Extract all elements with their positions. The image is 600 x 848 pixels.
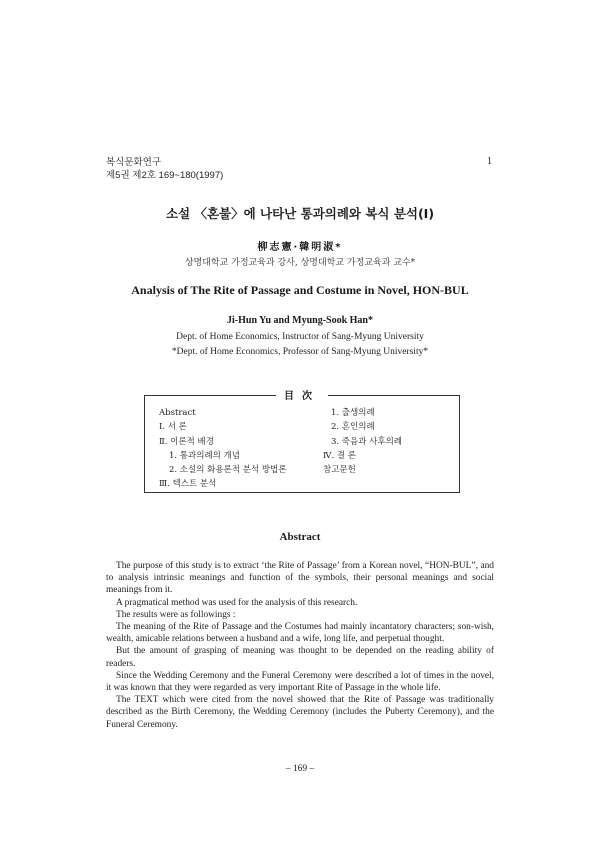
toc-left-column — [159, 406, 286, 492]
abstract-paragraph: Since the Wedding Ceremony and the Funeral Ceremony were described a lot of times in the novel, it was known that they were regarded as very important Rite of Passage in the whole life. — [106, 670, 494, 694]
abstract-paragraph: The meaning of the Rite of Passage and the Costumes had mainly incantatory characters; son-wish, wealth, amicable relations between a husband and a wife, long life, and perpetual thought. — [106, 622, 494, 645]
abstract-paragraph: The TEXT which were cited from the novel showed that the Rite of Passage was traditionally described as the Birth Ceremony, the Wedding Ceremony (includes the Puberty Ceremony), and the Funeral Ceremony. — [106, 695, 494, 730]
title-english: Analysis of The Rite of Passage and Costume in Novel, HON-BUL — [131, 283, 469, 297]
abstract-body — [106, 560, 494, 731]
toc-item: 2. 소설의 화용론적 분석 방법론 — [169, 465, 287, 476]
authors-korean: 柳志憲·韓明淑* — [257, 242, 343, 253]
affiliations-korean: 상명대학교 가정교육과 강사, 상명대학교 가정교육과 교수* — [184, 258, 416, 268]
toc-item: 참고문헌 — [323, 465, 356, 476]
authors-english: Ji-Hun Yu and Myung-Sook Han* — [227, 315, 373, 326]
toc-item: Abstract — [159, 408, 196, 418]
toc-item: 3. 죽음과 사후의례 — [331, 436, 402, 447]
journal-name: 복식문화연구 — [106, 157, 162, 168]
abstract-paragraph: But the amount of grasping of meaning was thought to be depended on the reading ability of readers. — [106, 646, 494, 669]
department-2: *Dept. of Home Economics, Professor of Sang-Myung University* — [171, 347, 429, 357]
toc-item: Ⅳ. 결 론 — [323, 450, 357, 461]
page-number-top: 1 — [487, 156, 492, 167]
table-of-contents — [144, 391, 460, 493]
abstract-paragraph: The purpose of this study is to extract ‘the Rite of Passage’ from a Korean novel, “HON-BUL”, and to analysis intrinsic meanings and function of the symbols, their personal meanings and social meanings from it. — [106, 561, 494, 596]
toc-item: Ⅱ. 이론적 배경 — [159, 436, 214, 447]
toc-item: 1. 통과의례의 개념 — [169, 450, 240, 461]
toc-item: Ⅰ. 서 론 — [159, 422, 187, 433]
toc-item: 1. 출생의례 — [331, 408, 375, 418]
toc-heading: 目次 — [276, 391, 328, 402]
toc-item: 2. 혼인의례 — [331, 422, 375, 433]
toc-item: Ⅲ. 텍스트 분석 — [159, 479, 217, 490]
journal-info — [106, 156, 223, 182]
title-korean: 소설 〈혼불〉에 나타난 통과의례와 복식 분석(I) — [165, 206, 435, 221]
abstract-paragraph: A pragmatical method was used for the analysis of this research. — [116, 597, 358, 608]
toc-right-column — [323, 406, 402, 477]
department-1: Dept. of Home Economics, Instructor of Sang-Myung University — [176, 332, 424, 342]
footer-page-number: – 169 – — [285, 764, 315, 774]
journal-volume: 제5권 제2호 169~180(1997) — [106, 170, 224, 181]
abstract-paragraph: The results were as followings : — [116, 609, 236, 620]
abstract-heading: Abstract — [279, 531, 321, 543]
